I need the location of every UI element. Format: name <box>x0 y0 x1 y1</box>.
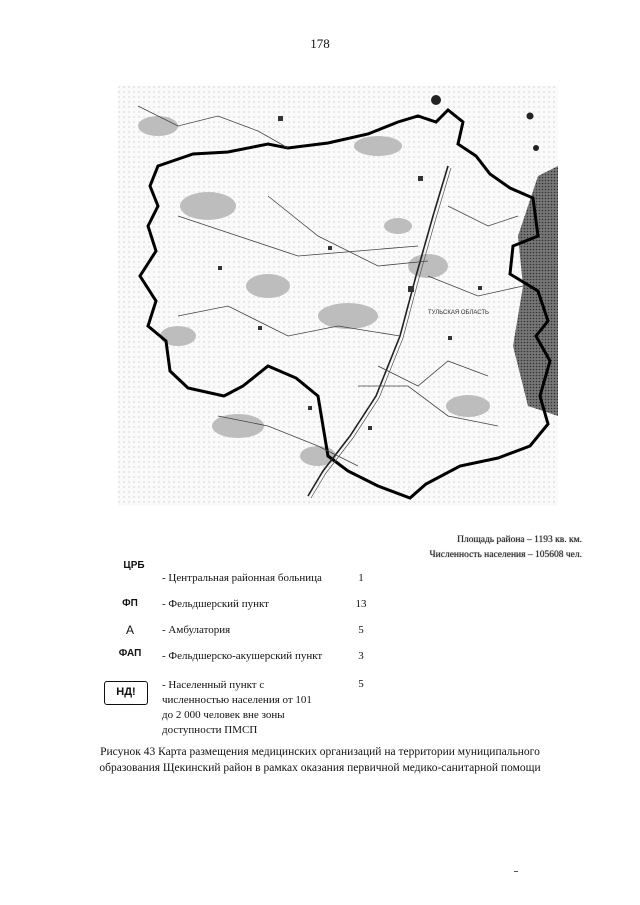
legend-desc-fap: - Фельдшерско-акушерский пункт <box>162 650 323 662</box>
caption-line: Рисунок 43 Карта размещения медицинских организаций на территории муниципального <box>100 746 540 758</box>
district-map <box>118 86 558 506</box>
legend-desc-fp: - Фельдшерский пункт <box>162 598 269 610</box>
legend-code-fp: ФП <box>122 598 138 609</box>
district-stats <box>430 533 583 563</box>
region-label: ТУЛЬСКАЯ ОБЛАСТЬ <box>428 310 489 316</box>
legend-count-a: 5 <box>358 624 364 636</box>
legend-desc-nd-line: - Населенный пункт с <box>162 679 265 691</box>
legend-desc-nd-line: до 2 000 человек вне зоны <box>162 709 285 721</box>
area-text: Площадь района – 1193 кв. км. <box>457 535 582 545</box>
footer-mark <box>514 871 518 872</box>
legend-count-fap: 3 <box>358 650 364 662</box>
legend-desc-a: - Амбулатория <box>162 624 231 636</box>
figure-caption <box>70 744 570 776</box>
caption-line: образования Щекинский район в рамках оказания первичной медико-санитарной помощи <box>99 762 541 774</box>
page-number: 178 <box>310 36 330 51</box>
legend-count-crb: 1 <box>358 572 364 584</box>
legend-count-fp: 13 <box>355 598 367 610</box>
map-svg <box>118 86 558 506</box>
population-text: Численность населения – 105608 чел. <box>429 550 582 560</box>
legend-desc-crb: - Центральная районная больница <box>162 572 322 584</box>
legend-code-crb: ЦРБ <box>123 560 145 571</box>
legend-code-fap: ФАП <box>118 648 142 659</box>
legend-code-nd: НД! <box>104 681 148 705</box>
legend-code-a: А <box>125 623 134 637</box>
legend-desc-nd-line: численностью населения от 101 <box>162 694 312 706</box>
legend-desc-nd-line: доступности ПМСП <box>162 724 258 736</box>
map-background <box>118 86 558 506</box>
legend-desc-nd <box>162 678 347 738</box>
legend-count-nd: 5 <box>358 678 364 690</box>
